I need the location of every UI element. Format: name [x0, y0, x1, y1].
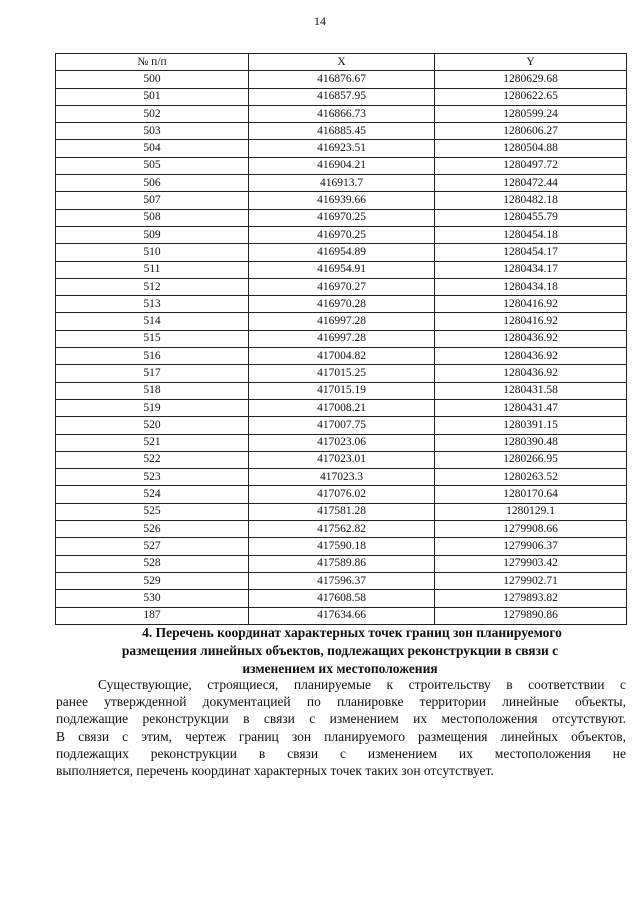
- table-row: [56, 140, 627, 157]
- table-row: [56, 451, 627, 468]
- x-coordinate-cell: 417015.19: [249, 382, 435, 399]
- table-row: [56, 88, 627, 105]
- point-number-cell: 513: [56, 296, 249, 313]
- x-coordinate-cell: 416904.21: [249, 157, 435, 174]
- y-coordinate-cell: 1280472.44: [435, 175, 627, 192]
- header-y: Y: [435, 54, 627, 71]
- header-x: X: [249, 54, 435, 71]
- x-coordinate-cell: 417581.28: [249, 503, 435, 520]
- y-coordinate-cell: 1279906.37: [435, 538, 627, 555]
- table-row: [56, 503, 627, 520]
- y-coordinate-cell: 1280266.95: [435, 451, 627, 468]
- table-row: [56, 486, 627, 503]
- table-row: [56, 157, 627, 174]
- y-coordinate-cell: 1280434.18: [435, 278, 627, 295]
- x-coordinate-cell: 416954.89: [249, 244, 435, 261]
- x-coordinate-cell: 416866.73: [249, 105, 435, 122]
- y-coordinate-cell: 1280390.48: [435, 434, 627, 451]
- point-number-cell: 520: [56, 417, 249, 434]
- y-coordinate-cell: 1280436.92: [435, 365, 627, 382]
- y-coordinate-cell: 1279908.66: [435, 521, 627, 538]
- y-coordinate-cell: 1280599.24: [435, 105, 627, 122]
- table-row: [56, 209, 627, 226]
- y-coordinate-cell: 1279893.82: [435, 590, 627, 607]
- point-number-cell: 508: [56, 209, 249, 226]
- paragraph-line: подлежащих реконструкции в связи с изменением их местоположения не: [56, 745, 626, 761]
- y-coordinate-cell: 1280391.15: [435, 417, 627, 434]
- paragraph-line: выполняется, перечень координат характерных точек таких зон отсутствует.: [56, 763, 494, 779]
- table-row: [56, 244, 627, 261]
- x-coordinate-cell: 417589.86: [249, 555, 435, 572]
- point-number-cell: 524: [56, 486, 249, 503]
- table-row: [56, 296, 627, 313]
- x-coordinate-cell: 417004.82: [249, 348, 435, 365]
- x-coordinate-cell: 416939.66: [249, 192, 435, 209]
- x-coordinate-cell: 417590.18: [249, 538, 435, 555]
- x-coordinate-cell: 416885.45: [249, 123, 435, 140]
- y-coordinate-cell: 1280416.92: [435, 313, 627, 330]
- table-row: [56, 365, 627, 382]
- y-coordinate-cell: 1280497.72: [435, 157, 627, 174]
- y-coordinate-cell: 1280482.18: [435, 192, 627, 209]
- header-point-number: № п/п: [56, 54, 249, 71]
- y-coordinate-cell: 1280455.79: [435, 209, 627, 226]
- y-coordinate-cell: 1280170.64: [435, 486, 627, 503]
- y-coordinate-cell: 1280504.88: [435, 140, 627, 157]
- header-row: [56, 54, 627, 71]
- section-paragraph: [56, 676, 626, 779]
- x-coordinate-cell: 416857.95: [249, 88, 435, 105]
- table-row: [56, 261, 627, 278]
- table-row: [56, 71, 627, 88]
- y-coordinate-cell: 1280622.65: [435, 88, 627, 105]
- x-coordinate-cell: 417015.25: [249, 365, 435, 382]
- table-row: [56, 382, 627, 399]
- table-row: [56, 330, 627, 347]
- x-coordinate-cell: 417076.02: [249, 486, 435, 503]
- point-number-cell: 509: [56, 226, 249, 243]
- point-number-cell: 515: [56, 330, 249, 347]
- y-coordinate-cell: 1279902.71: [435, 572, 627, 589]
- point-number-cell: 516: [56, 348, 249, 365]
- x-coordinate-cell: 416913.7: [249, 175, 435, 192]
- coordinates-table: [55, 53, 627, 625]
- table-row: [56, 538, 627, 555]
- x-coordinate-cell: 417596.37: [249, 572, 435, 589]
- section-heading-line: изменением их местоположения: [242, 661, 438, 676]
- point-number-cell: 512: [56, 278, 249, 295]
- point-number-cell: 514: [56, 313, 249, 330]
- point-number-cell: 519: [56, 399, 249, 416]
- paragraph-line: ранее утвержденной документацией по планировке территории линейные объекты,: [56, 694, 626, 710]
- point-number-cell: 521: [56, 434, 249, 451]
- x-coordinate-cell: 416970.28: [249, 296, 435, 313]
- table-row: [56, 590, 627, 607]
- y-coordinate-cell: 1280434.17: [435, 261, 627, 278]
- point-number-cell: 504: [56, 140, 249, 157]
- point-number-cell: 511: [56, 261, 249, 278]
- x-coordinate-cell: 417007.75: [249, 417, 435, 434]
- y-coordinate-cell: 1280431.47: [435, 399, 627, 416]
- point-number-cell: 501: [56, 88, 249, 105]
- paragraph-line: Существующие, строящиеся, планируемые к строительству в соответствии с: [98, 677, 626, 692]
- table-row: [56, 278, 627, 295]
- section-heading: [60, 624, 620, 678]
- point-number-cell: 527: [56, 538, 249, 555]
- section-heading-line: размещения линейных объектов, подлежащих реконструкции в связи с: [121, 643, 559, 658]
- x-coordinate-cell: 416997.28: [249, 330, 435, 347]
- x-coordinate-cell: 416997.28: [249, 313, 435, 330]
- point-number-cell: 518: [56, 382, 249, 399]
- point-number-cell: 510: [56, 244, 249, 261]
- x-coordinate-cell: 417634.66: [249, 607, 435, 624]
- table-row: [56, 469, 627, 486]
- point-number-cell: 503: [56, 123, 249, 140]
- table-row: [56, 105, 627, 122]
- table-row: [56, 521, 627, 538]
- x-coordinate-cell: 416923.51: [249, 140, 435, 157]
- x-coordinate-cell: 416970.25: [249, 226, 435, 243]
- point-number-cell: 525: [56, 503, 249, 520]
- x-coordinate-cell: 417562.82: [249, 521, 435, 538]
- table-row: [56, 348, 627, 365]
- point-number-cell: 500: [56, 71, 249, 88]
- point-number-cell: 528: [56, 555, 249, 572]
- y-coordinate-cell: 1279890.86: [435, 607, 627, 624]
- paragraph-line: В связи с этим, чертеж границ зон планируемого размещения линейных объектов,: [56, 728, 626, 744]
- x-coordinate-cell: 417608.58: [249, 590, 435, 607]
- y-coordinate-cell: 1280436.92: [435, 330, 627, 347]
- table-row: [56, 572, 627, 589]
- table-row: [56, 607, 627, 624]
- x-coordinate-cell: 416970.25: [249, 209, 435, 226]
- y-coordinate-cell: 1279903.42: [435, 555, 627, 572]
- table-row: [56, 123, 627, 140]
- coordinates-table-header: [56, 54, 627, 71]
- page-number: 14: [314, 14, 326, 28]
- y-coordinate-cell: 1280454.18: [435, 226, 627, 243]
- coordinates-table-body: [56, 71, 627, 625]
- point-number-cell: 522: [56, 451, 249, 468]
- table-row: [56, 417, 627, 434]
- table-row: [56, 175, 627, 192]
- point-number-cell: 526: [56, 521, 249, 538]
- y-coordinate-cell: 1280436.92: [435, 348, 627, 365]
- y-coordinate-cell: 1280263.52: [435, 469, 627, 486]
- table-row: [56, 313, 627, 330]
- y-coordinate-cell: 1280606.27: [435, 123, 627, 140]
- y-coordinate-cell: 1280129.1: [435, 503, 627, 520]
- x-coordinate-cell: 416970.27: [249, 278, 435, 295]
- x-coordinate-cell: 417023.01: [249, 451, 435, 468]
- table-row: [56, 434, 627, 451]
- point-number-cell: 529: [56, 572, 249, 589]
- table-row: [56, 555, 627, 572]
- point-number-cell: 506: [56, 175, 249, 192]
- point-number-cell: 523: [56, 469, 249, 486]
- table-row: [56, 399, 627, 416]
- point-number-cell: 502: [56, 105, 249, 122]
- point-number-cell: 187: [56, 607, 249, 624]
- y-coordinate-cell: 1280431.58: [435, 382, 627, 399]
- x-coordinate-cell: 417023.06: [249, 434, 435, 451]
- point-number-cell: 517: [56, 365, 249, 382]
- x-coordinate-cell: 416954.91: [249, 261, 435, 278]
- table-row: [56, 226, 627, 243]
- point-number-cell: 530: [56, 590, 249, 607]
- point-number-cell: 507: [56, 192, 249, 209]
- y-coordinate-cell: 1280416.92: [435, 296, 627, 313]
- y-coordinate-cell: 1280454.17: [435, 244, 627, 261]
- paragraph-line: подлежащие реконструкции в связи с изменением их местоположения отсутствуют.: [56, 711, 626, 727]
- table-row: [56, 192, 627, 209]
- x-coordinate-cell: 417023.3: [249, 469, 435, 486]
- x-coordinate-cell: 417008.21: [249, 399, 435, 416]
- y-coordinate-cell: 1280629.68: [435, 71, 627, 88]
- x-coordinate-cell: 416876.67: [249, 71, 435, 88]
- point-number-cell: 505: [56, 157, 249, 174]
- section-heading-line: 4. Перечень координат характерных точек границ зон планируемого: [142, 625, 562, 640]
